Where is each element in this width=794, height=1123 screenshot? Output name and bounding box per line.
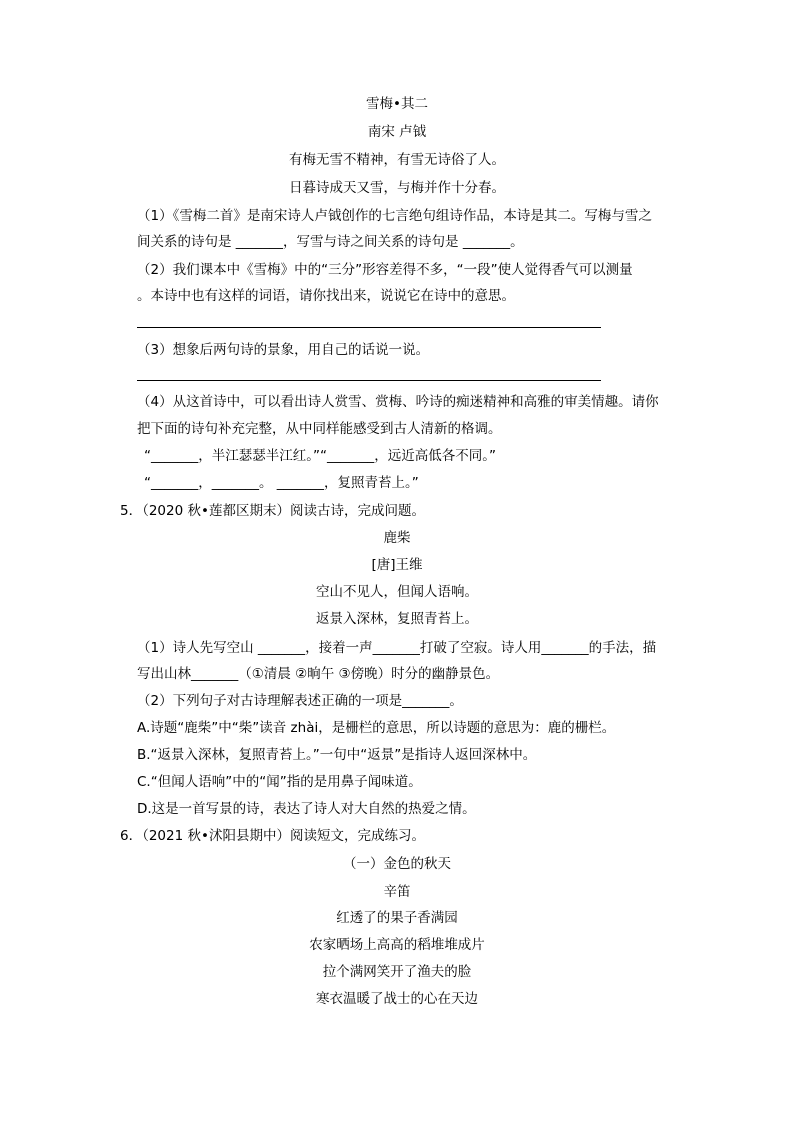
q6-line-4: 寒衣温暖了战士的心在天边 bbox=[316, 991, 478, 1007]
q5-option-d: D.这是一首写景的诗，表达了诗人对大自然的热爱之情。 bbox=[137, 801, 476, 817]
q4-sub1-line-1: （1）《雪梅二首》是南宋诗人卢钺创作的七言绝句组诗作品，本诗是其二。写梅与雪之 bbox=[137, 208, 652, 224]
answer-line bbox=[137, 380, 601, 381]
q4-sub4-fill-1: “_______，半江瑟瑟半江红。”“_______，远近高低各不同。” bbox=[144, 448, 496, 464]
q5-sub1-line-1: （1）诗人先写空山 _______，接着一声_______打破了空寂。诗人用_______的手法，描 bbox=[137, 640, 657, 656]
q5-option-a: A.诗题“鹿柴”中“柴”读音 zhài，是栅栏的意思，所以诗题的意思为：鹿的栅栏。 bbox=[137, 720, 616, 736]
q5-sub1-line-2: 写出山林_______（①清晨 ②晌午 ③傍晚）时分的幽静景色。 bbox=[137, 666, 500, 682]
q5-header: 5．（2020 秋•莲都区期末）阅读古诗，完成问题。 bbox=[120, 503, 425, 519]
q4-sub1-line-2: 间关系的诗句是 _______，写雪与诗之间关系的诗句是 _______。 bbox=[137, 234, 524, 250]
poem1-line-1: 有梅无雪不精神，有雪无诗俗了人。 bbox=[289, 152, 505, 168]
q4-sub2-line-1: （2）我们课本中《雪梅》中的“三分”形容差得不多，“一段”使人觉得香气可以测量 bbox=[137, 262, 633, 278]
q6-line-1: 红透了的果子香满园 bbox=[336, 910, 458, 926]
q5-sub2: （2）下列句子对古诗理解表述正确的一项是_______。 bbox=[137, 693, 463, 709]
q4-sub2-line-2: 。本诗中也有这样的词语，请你找出来，说说它在诗中的意思。 bbox=[137, 288, 515, 304]
q5-author: [唐]王维 bbox=[371, 557, 423, 573]
poem1-author: 南宋 卢钺 bbox=[367, 124, 427, 140]
q5-title: 鹿柴 bbox=[383, 530, 411, 546]
q4-sub3: （3）想象后两句诗的景象，用自己的话说一说。 bbox=[137, 342, 430, 358]
q6-header: 6．（2021 秋•沭阳县期中）阅读短文，完成练习。 bbox=[120, 828, 425, 844]
answer-line bbox=[137, 327, 601, 328]
q6-line-3: 拉个满网笑开了渔夫的脸 bbox=[322, 964, 472, 980]
q6-author: 辛笛 bbox=[383, 884, 411, 900]
poem1-title: 雪梅•其二 bbox=[366, 96, 428, 112]
q5-option-b: B.“返景入深林，复照青苔上。”一句中“返景”是指诗人返回深林中。 bbox=[137, 747, 537, 763]
q4-sub4-line-2: 把下面的诗句补充完整，从中同样能感受到古人清新的格调。 bbox=[137, 421, 502, 437]
q6-line-2: 农家晒场上高高的稻堆堆成片 bbox=[309, 937, 485, 953]
poem1-line-2: 日暮诗成天又雪，与梅并作十分春。 bbox=[289, 180, 505, 196]
q4-sub4-line-1: （4）从这首诗中，可以看出诗人赏雪、赏梅、吟诗的痴迷精神和高雅的审美情趣。请你 bbox=[137, 394, 659, 410]
q6-section-title: （一）金色的秋天 bbox=[343, 856, 451, 872]
q5-line-2: 返景入深林，复照青苔上。 bbox=[316, 611, 478, 627]
q4-sub4-fill-2: “_______，_______。 _______，复照青苔上。” bbox=[144, 475, 419, 491]
q5-option-c: C.“但闻人语响”中的“闻”指的是用鼻子闻味道。 bbox=[137, 774, 422, 790]
q5-line-1: 空山不见人，但闻人语响。 bbox=[316, 584, 478, 600]
